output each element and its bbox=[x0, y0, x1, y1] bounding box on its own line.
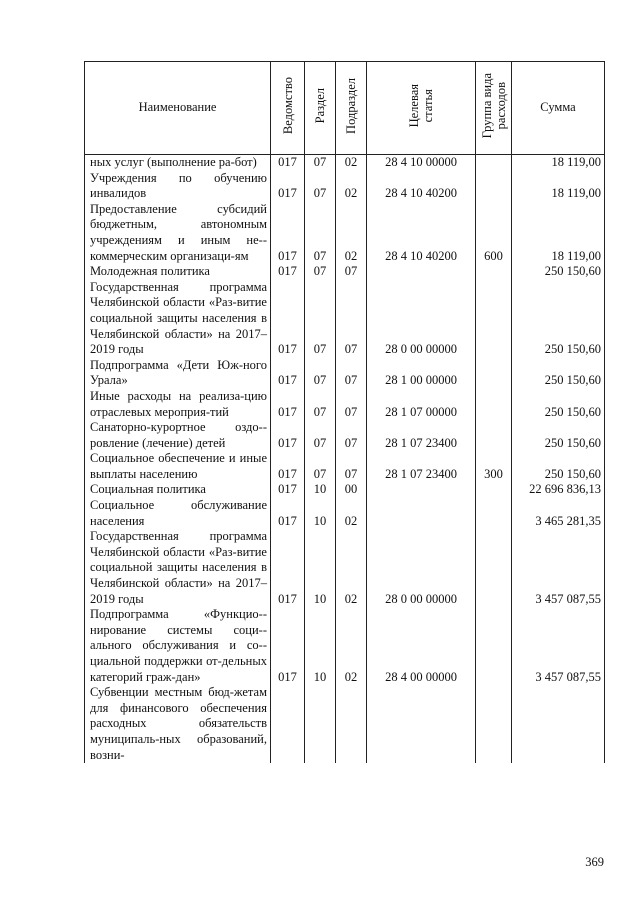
cell-expense-group bbox=[476, 420, 512, 451]
cell-department: 017 bbox=[271, 264, 305, 280]
cell-name: Санаторно-курортное оздо-ровление (лечение) детей bbox=[85, 420, 271, 451]
header-subsection: Подраздел bbox=[336, 62, 367, 155]
cell-department: 017 bbox=[271, 482, 305, 498]
table-row bbox=[85, 202, 605, 264]
cell-amount: 3 457 087,55 bbox=[512, 529, 605, 607]
cell-expense-group bbox=[476, 155, 512, 171]
cell-amount: 250 150,60 bbox=[512, 358, 605, 389]
cell-expense-group bbox=[476, 171, 512, 202]
cell-name: Предоставление субсидий бюджетным, автономным учреждениям и иным не-коммерческим организаци-ям bbox=[85, 202, 271, 264]
table-row bbox=[85, 389, 605, 420]
cell-target-article: 28 0 00 00000 bbox=[367, 280, 476, 358]
cell-target-article: 28 1 07 23400 bbox=[367, 420, 476, 451]
cell-expense-group bbox=[476, 498, 512, 529]
cell-target-article bbox=[367, 685, 476, 763]
cell-amount: 250 150,60 bbox=[512, 389, 605, 420]
cell-amount: 3 457 087,55 bbox=[512, 607, 605, 685]
cell-department: 017 bbox=[271, 171, 305, 202]
cell-expense-group bbox=[476, 607, 512, 685]
cell-target-article bbox=[367, 498, 476, 529]
cell-expense-group bbox=[476, 280, 512, 358]
cell-subsection bbox=[336, 685, 367, 763]
table-header bbox=[85, 62, 605, 155]
cell-name: Подпрограмма «Функцио-нирование системы соци-ального обслуживания и со-циальной поддержки от-дельных категорий граж-дан» bbox=[85, 607, 271, 685]
cell-section: 07 bbox=[305, 358, 336, 389]
cell-target-article: 28 4 00 00000 bbox=[367, 607, 476, 685]
cell-target-article: 28 1 07 23400 bbox=[367, 451, 476, 482]
table-row bbox=[85, 171, 605, 202]
cell-department: 017 bbox=[271, 155, 305, 171]
cell-section: 10 bbox=[305, 498, 336, 529]
cell-amount: 18 119,00 bbox=[512, 202, 605, 264]
cell-subsection: 07 bbox=[336, 451, 367, 482]
cell-amount: 250 150,60 bbox=[512, 420, 605, 451]
cell-expense-group bbox=[476, 358, 512, 389]
cell-name: Социальное обеспечение и иные выплаты населению bbox=[85, 451, 271, 482]
cell-section: 07 bbox=[305, 451, 336, 482]
cell-department: 017 bbox=[271, 607, 305, 685]
header-department: Ведомство bbox=[271, 62, 305, 155]
table-row bbox=[85, 685, 605, 763]
cell-target-article: 28 4 10 40200 bbox=[367, 202, 476, 264]
cell-amount: 18 119,00 bbox=[512, 155, 605, 171]
cell-name: Учреждения по обучению инвалидов bbox=[85, 171, 271, 202]
header-expense-group: Группа вида расходов bbox=[476, 62, 512, 155]
header-section: Раздел bbox=[305, 62, 336, 155]
cell-expense-group: 600 bbox=[476, 202, 512, 264]
cell-target-article bbox=[367, 264, 476, 280]
cell-name: Субвенции местным бюд-жетам для финансового обеспечения расходных обязательств муниципаль-ных образований, возни- bbox=[85, 685, 271, 763]
cell-name: ных услуг (выполнение ра-бот) bbox=[85, 155, 271, 171]
cell-section: 10 bbox=[305, 482, 336, 498]
cell-subsection: 02 bbox=[336, 171, 367, 202]
cell-name: Социальная политика bbox=[85, 482, 271, 498]
cell-name: Иные расходы на реализа-цию отраслевых мероприя-тий bbox=[85, 389, 271, 420]
page-number: 369 bbox=[585, 855, 604, 869]
cell-name: Молодежная политика bbox=[85, 264, 271, 280]
cell-amount: 3 465 281,35 bbox=[512, 498, 605, 529]
cell-name: Государственная программа Челябинской области «Раз-витие социальной защиты населения в Челябинской области» на 2017–2019 годы bbox=[85, 529, 271, 607]
cell-subsection: 02 bbox=[336, 529, 367, 607]
cell-subsection: 02 bbox=[336, 607, 367, 685]
cell-department: 017 bbox=[271, 389, 305, 420]
cell-expense-group bbox=[476, 482, 512, 498]
cell-expense-group bbox=[476, 685, 512, 763]
header-amount: Сумма bbox=[512, 62, 605, 155]
cell-target-article: 28 4 10 00000 bbox=[367, 155, 476, 171]
cell-amount: 250 150,60 bbox=[512, 264, 605, 280]
cell-amount bbox=[512, 685, 605, 763]
table-body bbox=[85, 155, 605, 764]
cell-section: 10 bbox=[305, 607, 336, 685]
cell-department bbox=[271, 685, 305, 763]
cell-subsection: 07 bbox=[336, 280, 367, 358]
cell-section: 07 bbox=[305, 389, 336, 420]
cell-department: 017 bbox=[271, 280, 305, 358]
cell-name: Государственная программа Челябинской области «Раз-витие социальной защиты населения в Челябинской области» на 2017–2019 годы bbox=[85, 280, 271, 358]
header-target-article: Целевая статья bbox=[367, 62, 476, 155]
cell-target-article bbox=[367, 482, 476, 498]
cell-section: 07 bbox=[305, 171, 336, 202]
cell-section: 07 bbox=[305, 280, 336, 358]
cell-section bbox=[305, 685, 336, 763]
cell-section: 07 bbox=[305, 155, 336, 171]
cell-department: 017 bbox=[271, 420, 305, 451]
cell-name: Подпрограмма «Дети Юж-ного Урала» bbox=[85, 358, 271, 389]
cell-amount: 18 119,00 bbox=[512, 171, 605, 202]
cell-target-article: 28 1 00 00000 bbox=[367, 358, 476, 389]
cell-subsection: 07 bbox=[336, 358, 367, 389]
table-row bbox=[85, 482, 605, 498]
table-row bbox=[85, 358, 605, 389]
cell-name: Социальное обслуживание населения bbox=[85, 498, 271, 529]
cell-department: 017 bbox=[271, 358, 305, 389]
cell-expense-group: 300 bbox=[476, 451, 512, 482]
cell-department: 017 bbox=[271, 529, 305, 607]
cell-subsection: 02 bbox=[336, 155, 367, 171]
cell-department: 017 bbox=[271, 202, 305, 264]
cell-subsection: 02 bbox=[336, 202, 367, 264]
table-row bbox=[85, 451, 605, 482]
table-row bbox=[85, 280, 605, 358]
cell-section: 07 bbox=[305, 420, 336, 451]
table-row bbox=[85, 498, 605, 529]
cell-target-article: 28 1 07 00000 bbox=[367, 389, 476, 420]
cell-expense-group bbox=[476, 389, 512, 420]
cell-department: 017 bbox=[271, 498, 305, 529]
table-row bbox=[85, 155, 605, 171]
cell-subsection: 07 bbox=[336, 420, 367, 451]
cell-subsection: 00 bbox=[336, 482, 367, 498]
cell-subsection: 02 bbox=[336, 498, 367, 529]
cell-expense-group bbox=[476, 529, 512, 607]
cell-target-article: 28 4 10 40200 bbox=[367, 171, 476, 202]
cell-section: 10 bbox=[305, 529, 336, 607]
table-row bbox=[85, 529, 605, 607]
cell-section: 07 bbox=[305, 264, 336, 280]
cell-subsection: 07 bbox=[336, 389, 367, 420]
budget-table bbox=[84, 61, 605, 763]
header-name: Наименование bbox=[85, 62, 271, 155]
cell-subsection: 07 bbox=[336, 264, 367, 280]
cell-department: 017 bbox=[271, 451, 305, 482]
cell-amount: 250 150,60 bbox=[512, 451, 605, 482]
table-row bbox=[85, 264, 605, 280]
cell-amount: 22 696 836,13 bbox=[512, 482, 605, 498]
cell-expense-group bbox=[476, 264, 512, 280]
cell-amount: 250 150,60 bbox=[512, 280, 605, 358]
table-row bbox=[85, 420, 605, 451]
cell-section: 07 bbox=[305, 202, 336, 264]
table-row bbox=[85, 607, 605, 685]
cell-target-article: 28 0 00 00000 bbox=[367, 529, 476, 607]
